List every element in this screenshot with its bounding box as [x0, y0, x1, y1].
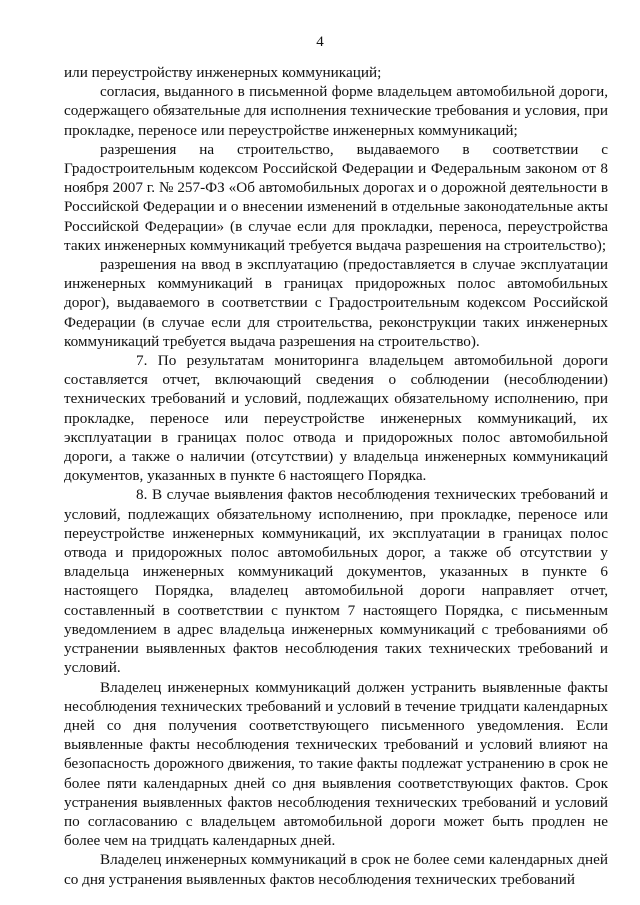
item-8-text: В случае выявления фактов несоблюдения технических требований и условий, подлежащих обязательному исполнению, при прокладке, переносе или переустройстве инженерных коммуникаций, их эксплуатации в границах полос отвода и придорожных полос автомобильных дорог, а также об отсутствии у владельца инженерных коммуникаций документов, указанных в пункте 6 настоящего Порядка, владелец автомобильной дороги направляет отчет, составленный в соответствии с пунктом 7 настоящего Порядка, с письменным уведомлением в адрес владельца инженерных коммуникаций с требованиями об устранении выявленных фактов несоблюдения таких технических требований и условий. [64, 486, 608, 677]
paragraph-construction-permit: разрешения на строительство, выдаваемого в соответствии с Градостроительным кодексом Российской Федерации и Федеральным законом от 8 ноября 2007 г. № 257-ФЗ «Об автомобильных дорогах и о дорожной деятельности в Российской Федерации и о внесении изменений в отдельные законодательные акты Российской Федерации» (в случае если для прокладки, переноса, переустройства таких инженерных коммуникаций требуется выдача разрешения на строительство); [64, 140, 608, 254]
document-body [64, 63, 608, 889]
page-number: 4 [316, 34, 324, 50]
paragraph-elimination-deadline: Владелец инженерных коммуникаций должен устранить выявленные факты несоблюдения технических требований и условий в течение тридцати календарных дней со дня получения соответствующего письменного уведомления. Если выявленные факты несоблюдения технических требований и условий влияют на безопасность дорожного движения, то такие факты подлежат устранению в срок не более пяти календарных дней со дня выявления соответствующих фактов. Срок устранения выявленных фактов несоблюдения технических требований и условий по согласованию с владельцем автомобильной дороги может быть продлен не более чем на тридцать календарных дней. [64, 678, 608, 850]
item-7-text: По результатам мониторинга владельцем автомобильной дороги составляется отчет, включающий сведения о соблюдении (несоблюдении) технических требований и условий, подлежащих обязательному исполнению, при прокладке, переносе или переустройстве инженерных коммуникаций, их эксплуатации в границах полос отвода и придорожных полос автомобильной дороги, а также о наличии (отсутствии) у владельца инженерных коммуникаций документов, указанных в пункте 6 настоящего Порядка. [64, 352, 608, 485]
paragraph-continuation: или переустройству инженерных коммуникаций; [64, 64, 382, 81]
paragraph-item-8 [64, 485, 608, 677]
paragraph-item-7 [64, 351, 608, 485]
item-8-number: 8. [136, 486, 148, 504]
paragraph-owner-report: Владелец инженерных коммуникаций в срок не более семи календарных дней со дня устранения выявленных фактов несоблюдения технических требований [64, 851, 608, 888]
paragraph-commissioning-permit: разрешения на ввод в эксплуатацию (предоставляется в случае эксплуатации инженерных коммуникаций в границах придорожных полос автомобильных дорог), выдаваемого в соответствии с Градостроительным кодексом Российской Федерации (в случае если для строительства, реконструкции таких инженерных коммуникаций требуется выдача разрешения на строительство). [64, 256, 608, 350]
paragraph-agreement: согласия, выданного в письменной форме владельцем автомобильной дороги, содержащего обязательные для исполнения технические требования и условия, при прокладке, переносе или переустройстве инженерных коммуникаций; [64, 83, 608, 139]
item-7-number: 7. [136, 352, 148, 370]
